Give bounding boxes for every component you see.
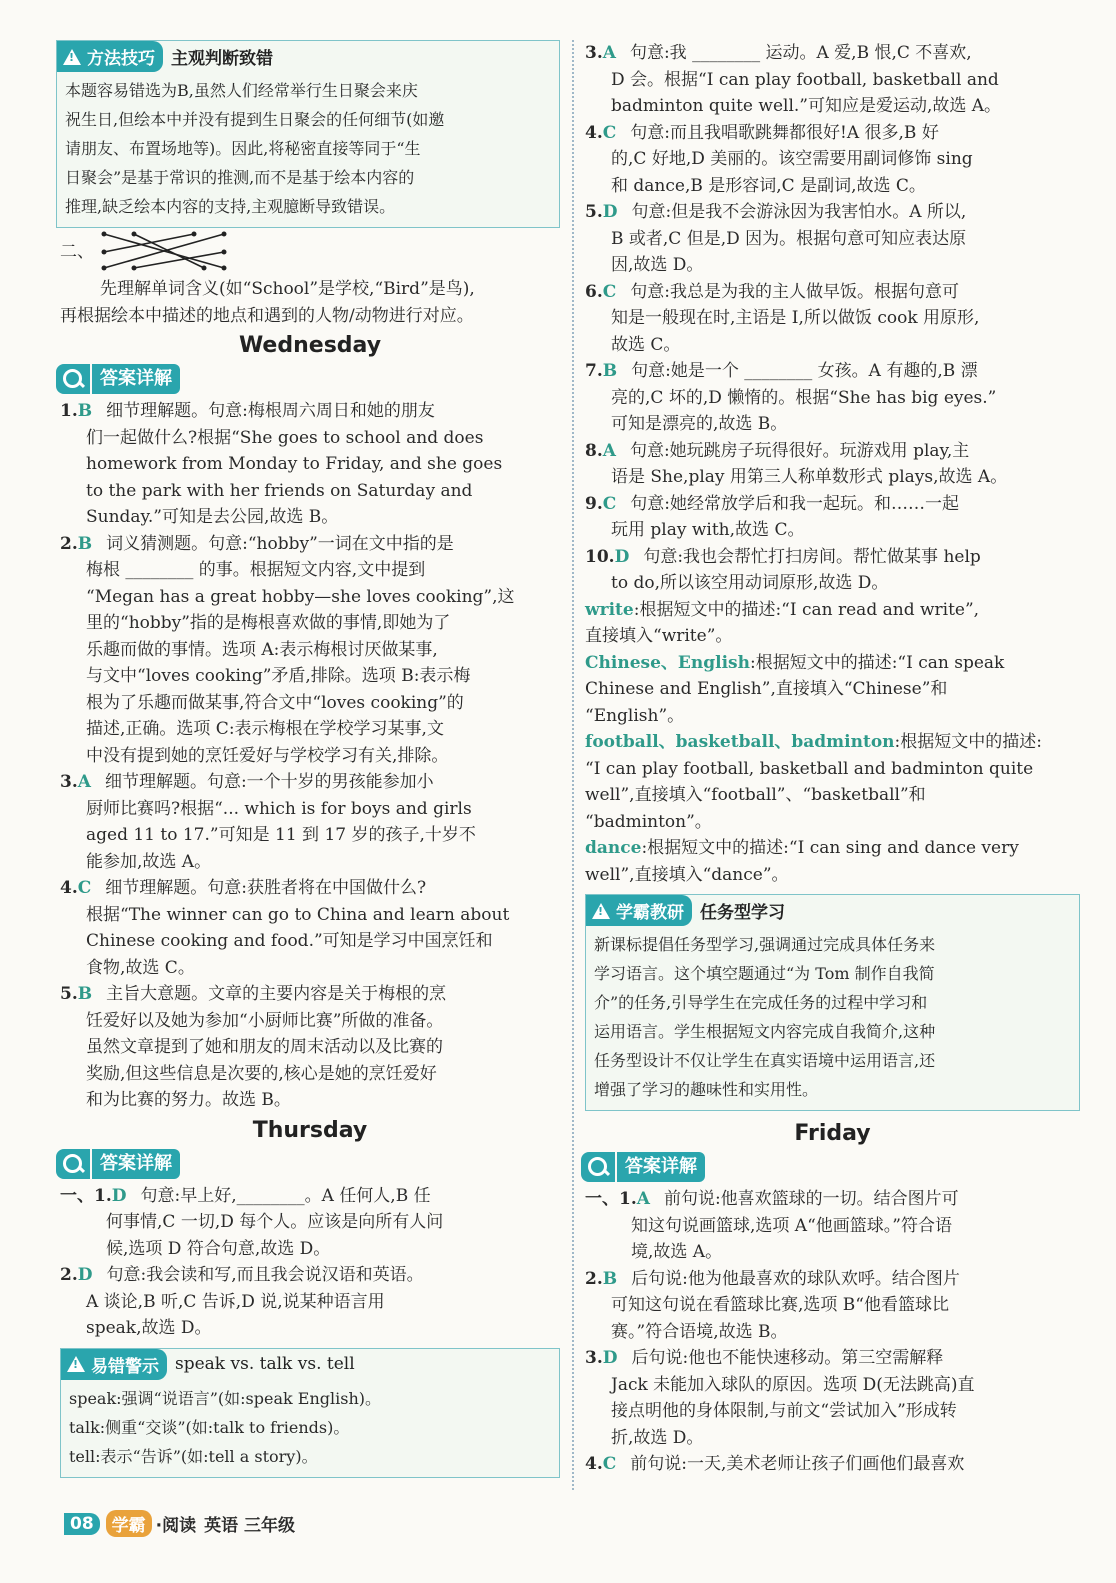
item-number: 8. <box>585 440 603 461</box>
fill-text: well”,直接填入“football”、“basketball”和 <box>585 785 926 805</box>
tip-line: 推理,缺乏绘本内容的支持,主观臆断导致错误。 <box>65 197 396 216</box>
answer-letter: D <box>111 1185 127 1206</box>
answer-text: 接点明他的身体限制,与前文“尝试加入”形成转 <box>611 1401 957 1421</box>
item-number: 一、1. <box>60 1185 112 1206</box>
answer-text: 们一起做什么?根据“She goes to school and does <box>86 427 484 448</box>
answer-letter: D <box>77 1265 93 1285</box>
answer-text: 描述,正确。选项 C:表示梅根在学校学习某事,文 <box>86 719 444 739</box>
answer-text: Jack 未能加入球队的原因。选项 D(无法跳高)直 <box>611 1374 975 1395</box>
fill-text: Chinese and English”,直接填入“Chinese”和 <box>585 679 948 699</box>
colon: : <box>749 652 756 673</box>
fill-keyword: football、basketball、badminton <box>585 732 895 752</box>
answer-letter: D <box>614 546 630 567</box>
answers-label: 答案详解 <box>617 1152 705 1182</box>
answer-line <box>585 1372 1080 1399</box>
answer-text: 根据“The winner can go to China and learn about <box>86 904 510 925</box>
answer-text: 主旨大意题。文章的主要内容是关于梅根的烹 <box>106 984 447 1004</box>
answer-text: 梅根 ________ 的事。根据短文内容,文中提到 <box>86 560 426 580</box>
answer-line <box>60 928 560 955</box>
fill-in-answers <box>585 597 1080 889</box>
answer-text: 后句说:他为他最喜欢的球队欢呼。结合图片 <box>631 1268 960 1289</box>
answer-text: 折,故选 D。 <box>611 1427 704 1448</box>
answer-text: 知是一般现在时,主语是 I,所以做饭 cook 用原形, <box>611 308 980 328</box>
item-number: 5. <box>585 202 603 222</box>
answer-letter: D <box>602 202 618 222</box>
day-heading-friday: Friday <box>794 1121 871 1146</box>
answer-text: 能参加,故选 A。 <box>86 851 212 872</box>
item-number: 5. <box>60 984 78 1004</box>
item-number: 9. <box>585 493 603 514</box>
answer-item <box>585 1266 1080 1293</box>
answer-text: badminton quite well.”可知应是爱运动,故选 A。 <box>611 96 1002 116</box>
answer-item <box>585 120 1080 147</box>
brand-badge: 学霸 <box>106 1510 152 1537</box>
answer-text: 后句说:他也不能快速移动。第三空需解释 <box>631 1348 944 1368</box>
answer-line <box>60 849 560 876</box>
answer-text: 句意:早上好,________。A 任何人,B 任 <box>140 1185 431 1206</box>
answers-label: 答案详解 <box>92 364 180 394</box>
answer-line <box>60 504 560 531</box>
answer-item <box>60 769 560 796</box>
fill-text: 根据短文中的描述:“I can speak <box>755 652 1005 673</box>
thursday-answers <box>60 1183 560 1342</box>
wednesday-answers <box>60 398 560 1114</box>
colon: : <box>641 838 648 858</box>
tip-label: 易错警示 <box>91 1356 159 1377</box>
answer-letter: C <box>602 1454 617 1474</box>
answer-line <box>60 610 560 637</box>
answer-text: 赛。”符合语境,故选 B。 <box>611 1321 788 1342</box>
answer-line <box>60 690 560 717</box>
item-number: 2. <box>60 1265 78 1285</box>
tip-label: 方法技巧 <box>87 49 155 69</box>
answer-text: 里的“hobby”指的是梅根喜欢做的事情,即她为了 <box>86 613 451 633</box>
answer-text: 细节理解题。句意:一个十岁的男孩能参加小 <box>104 772 434 792</box>
item-number: 4. <box>585 122 603 143</box>
answer-letter: C <box>602 493 617 514</box>
answer-item <box>60 1262 560 1289</box>
answer-line <box>60 716 560 743</box>
fill-text: 根据短文中的描述: <box>900 732 1043 752</box>
answer-text: 和 dance,B 是形容词,C 是副词,故选 C。 <box>611 175 926 196</box>
answer-line <box>60 955 560 982</box>
answer-line <box>585 93 1080 120</box>
answer-letter: B <box>602 361 618 381</box>
answer-item <box>60 1183 560 1210</box>
tip-tag <box>61 1349 167 1380</box>
page-footer <box>64 1510 295 1537</box>
item-number: 4. <box>585 1454 603 1474</box>
answer-text: 前句说:一天,美术老师让孩子们画他们最喜欢 <box>630 1454 965 1474</box>
tip-title: 任务型学习 <box>700 903 785 923</box>
answer-item <box>585 438 1080 465</box>
answer-letter: B <box>77 401 93 421</box>
item-number: 10. <box>585 546 615 567</box>
item-number: 2. <box>60 533 78 554</box>
answer-item <box>585 1186 1080 1213</box>
colon: : <box>633 599 640 620</box>
tip-line: 祝生日,但绘本中并没有提到生日聚会的任何细节(如邀 <box>65 110 445 129</box>
tip-box-method <box>56 40 560 228</box>
colon: : <box>894 732 901 752</box>
answer-text: to the park with her friends on Saturday and <box>86 480 473 501</box>
answer-text: 奖励,但这些信息是次要的,核心是她的烹饪爱好 <box>86 1063 437 1084</box>
answer-text: 根为了乐趣而做某事,符合文中“loves cooking”的 <box>86 692 464 713</box>
answer-line <box>60 1034 560 1061</box>
answer-item <box>585 279 1080 306</box>
answers-label: 答案详解 <box>92 1149 180 1179</box>
answer-text: Sunday.”可知是去公园,故选 B。 <box>86 507 339 527</box>
answer-item <box>60 875 560 902</box>
answer-line <box>585 385 1080 412</box>
answer-text: to do,所以该空用动词原形,故选 D。 <box>611 573 889 593</box>
wednesday-answers-continued <box>585 40 1080 597</box>
answer-line <box>60 822 560 849</box>
tip-line: tell:表示“告诉”(如:tell a story)。 <box>69 1446 318 1466</box>
answer-text: speak,故选 D。 <box>86 1318 212 1338</box>
tip-line: 日聚会”是基于常识的推测,而不是基于绘本内容的 <box>65 168 415 187</box>
magnifier-icon <box>56 364 90 394</box>
fill-text: 根据短文中的描述:“I can sing and dance very <box>647 838 1019 858</box>
answer-line <box>60 902 560 929</box>
answer-text: 句意:但是我不会游泳因为我害怕水。A 所以, <box>631 202 967 222</box>
answer-text: 饪爱好以及她为参加“小厨师比赛”所做的准备。 <box>86 1010 444 1031</box>
magnifier-icon <box>581 1152 615 1182</box>
fill-keyword: dance <box>585 838 642 858</box>
answer-text: 语是 She,play 用第三人称单数形式 plays,故选 A。 <box>611 467 1008 487</box>
tip-box-mistake <box>60 1348 560 1478</box>
answer-letter: C <box>77 878 92 898</box>
answer-text: 句意:而且我唱歌跳舞都很好!A 很多,B 好 <box>630 122 939 143</box>
answer-text: 和为比赛的努力。故选 B。 <box>86 1090 291 1110</box>
fill-line <box>585 676 1080 703</box>
answer-text: 可知是漂亮的,故选 B。 <box>611 414 788 434</box>
tip-line: 介”的任务,引导学生在完成任务的过程中学习和 <box>594 993 928 1012</box>
answer-item <box>60 398 560 425</box>
answer-text: “Megan has a great hobby—she loves cooking”,这 <box>86 586 515 607</box>
answer-line <box>585 173 1080 200</box>
answer-letter: C <box>602 281 617 302</box>
answer-line <box>585 1398 1080 1425</box>
answer-line <box>60 743 560 770</box>
answer-text: 前句说:他喜欢篮球的一切。结合图片可 <box>663 1189 959 1209</box>
answer-text: aged 11 to 17.”可知是 11 到 17 岁的孩子,十岁不 <box>86 825 476 845</box>
answer-text: 虽然文章提到了她和朋友的周末活动以及比赛的 <box>86 1037 443 1057</box>
tip-line: speak:强调“说语言”(如:speak English)。 <box>69 1388 382 1408</box>
warning-icon <box>592 903 610 919</box>
answer-text: 何事情,C 一切,D 每个人。应该是向所有人问 <box>106 1212 444 1232</box>
answer-line <box>60 1087 560 1114</box>
tip-tag <box>586 895 692 926</box>
answer-item <box>585 358 1080 385</box>
answer-text: 细节理解题。句意:梅根周六周日和她的朋友 <box>106 401 435 421</box>
answer-text: B 或者,C 但是,D 因为。根据句意可知应表达原 <box>611 228 967 249</box>
answer-text: 境,故选 A。 <box>631 1242 723 1262</box>
answer-text: 句意:她经常放学后和我一起玩。和……一起 <box>630 493 960 514</box>
answer-line <box>585 67 1080 94</box>
answer-line <box>60 425 560 452</box>
answer-text: 厨师比赛吗?根据“... which is for boys and girls <box>86 798 472 819</box>
answer-text: 句意:我 ________ 运动。A 爱,B 恨,C 不喜欢, <box>629 43 972 63</box>
fill-line <box>585 862 1080 889</box>
tip-label: 学霸教研 <box>616 903 684 923</box>
answer-letter: A <box>602 43 616 63</box>
answer-text: 词义猜测题。句意:“hobby”一词在文中指的是 <box>106 533 454 554</box>
tip-line: 请朋友、布置场地等)。因此,将秘密直接等同于“生 <box>65 139 421 158</box>
answer-item <box>585 1451 1080 1478</box>
fill-keyword: write <box>585 599 634 620</box>
fill-text: “badminton”。 <box>585 811 712 832</box>
tip-line: 增强了学习的趣味性和实用性。 <box>594 1080 819 1099</box>
fill-item <box>585 729 1080 756</box>
answer-line <box>585 464 1080 491</box>
answer-line <box>60 478 560 505</box>
answer-text: homework from Monday to Friday, and she goes <box>86 454 503 474</box>
answer-item <box>585 1345 1080 1372</box>
day-heading-thursday: Thursday <box>252 1117 368 1143</box>
answer-line <box>585 305 1080 332</box>
answer-letter: B <box>602 1268 618 1289</box>
tip-line: talk:侧重“交谈”(如:talk to friends)。 <box>69 1417 350 1437</box>
answer-line <box>60 584 560 611</box>
fill-item <box>585 835 1080 862</box>
answer-line <box>585 1425 1080 1452</box>
answer-line <box>585 146 1080 173</box>
answer-text: 因,故选 D。 <box>611 255 704 275</box>
answer-line <box>60 1236 560 1263</box>
answer-text: 句意:我会读和写,而且我会说汉语和英语。 <box>106 1265 424 1285</box>
day-heading-wednesday: Wednesday <box>238 333 382 358</box>
answers-header <box>56 364 560 394</box>
fill-line <box>585 782 1080 809</box>
answer-text: 的,C 好地,D 美丽的。该空需要用副词修饰 sing <box>611 149 973 169</box>
answers-header <box>581 1152 1080 1182</box>
tip-line: 本题容易错选为B,虽然人们经常举行生日聚会来庆 <box>65 81 418 100</box>
answer-line <box>60 451 560 478</box>
answer-text: 知这句说画篮球,选项 A“他画篮球。”符合语 <box>631 1215 952 1236</box>
answer-line <box>60 796 560 823</box>
tip-line: 学习语言。这个填空题通过“为 Tom 制作自我简 <box>594 964 935 983</box>
matching-lines-diagram <box>94 228 244 276</box>
tip-line: 运用语言。学生根据短文内容完成自我简介,这种 <box>594 1022 936 1041</box>
item-number: 1. <box>60 401 78 421</box>
tip-tag <box>57 41 163 72</box>
right-column <box>585 40 1080 1478</box>
warning-icon <box>63 49 81 65</box>
answer-line <box>585 517 1080 544</box>
answer-line <box>585 570 1080 597</box>
answer-line <box>60 1289 560 1316</box>
item-number: 3. <box>60 772 78 792</box>
answer-line <box>60 663 560 690</box>
answer-line <box>60 1209 560 1236</box>
friday-answers <box>585 1186 1080 1478</box>
answer-line <box>585 1239 1080 1266</box>
series-name: ·阅读 <box>155 1516 197 1536</box>
answer-text: 句意:我总是为我的主人做早饭。根据句意可 <box>630 281 960 302</box>
fill-line <box>585 756 1080 783</box>
tip-line: 任务型设计不仅让学生在真实语境中运用语言,还 <box>594 1051 936 1070</box>
item-number: 一、1. <box>585 1189 637 1209</box>
intro-line: 再根据绘本中描述的地点和遇到的人物/动物进行对应。 <box>60 305 474 326</box>
answer-line <box>585 411 1080 438</box>
answer-text: 句意:她玩跳房子玩得很好。玩游戏用 play,主 <box>629 440 970 461</box>
answer-letter: C <box>602 122 617 143</box>
fill-line <box>585 809 1080 836</box>
column-divider <box>572 40 574 1490</box>
item-number: 4. <box>60 878 78 898</box>
fill-text: well”,直接填入“dance”。 <box>585 864 789 885</box>
fill-item <box>585 597 1080 624</box>
subject-grade: 英语 三年级 <box>204 1516 296 1536</box>
answer-line <box>585 226 1080 253</box>
tip-title: 主观判断致错 <box>171 49 273 69</box>
section-number: 二、 <box>60 241 94 262</box>
tip-title: speak vs. talk vs. tell <box>175 1354 355 1374</box>
answer-line <box>60 1008 560 1035</box>
fill-line <box>585 623 1080 650</box>
answer-letter: B <box>77 984 93 1004</box>
answer-text: A 谈论,B 听,C 告诉,D 说,说某种语言用 <box>86 1291 385 1312</box>
item-number: 6. <box>585 281 603 302</box>
answers-header <box>56 1149 560 1179</box>
item-number: 3. <box>585 1348 603 1368</box>
answer-text: Chinese cooking and food.”可知是学习中国烹饪和 <box>86 931 493 951</box>
item-number: 2. <box>585 1268 603 1289</box>
answer-text: 句意:她是一个 ________ 女孩。A 有趣的,B 漂 <box>631 361 978 381</box>
answer-text: 乐趣而做的事情。选项 A:表示梅根讨厌做某事, <box>86 639 438 660</box>
fill-text: 直接填入“write”。 <box>585 626 733 646</box>
answer-line <box>585 1213 1080 1240</box>
fill-keyword: Chinese、English <box>585 652 750 673</box>
answer-line <box>585 1319 1080 1346</box>
fill-text: “English”。 <box>585 705 685 726</box>
answer-text: 细节理解题。句意:获胜者将在中国做什么? <box>105 878 427 898</box>
fill-text: 根据短文中的描述:“I can read and write”, <box>639 599 980 620</box>
answer-item <box>585 491 1080 518</box>
answer-text: 句意:我也会帮忙打扫房间。帮忙做某事 help <box>643 546 981 567</box>
answer-item <box>585 40 1080 67</box>
answer-text: 故选 C。 <box>611 334 681 355</box>
answer-item <box>585 544 1080 571</box>
item-number: 3. <box>585 43 603 63</box>
answer-item <box>60 981 560 1008</box>
answer-line <box>585 252 1080 279</box>
answer-letter: A <box>77 772 91 792</box>
matching-answer <box>60 228 560 276</box>
tip-box-research <box>585 894 1080 1111</box>
answer-text: 与文中“loves cooking”矛盾,排除。选项 B:表示梅 <box>86 666 471 686</box>
answer-letter: A <box>602 440 616 461</box>
answer-line <box>60 637 560 664</box>
answer-text: 亮的,C 坏的,D 懒惰的。根据“She has big eyes.” <box>611 387 997 408</box>
intro-line: 先理解单词含义(如“School”是学校,“Bird”是鸟), <box>100 279 475 299</box>
answer-line <box>60 1315 560 1342</box>
answer-line <box>585 1292 1080 1319</box>
answer-text: 中没有提到她的烹饪爱好与学校学习有关,排除。 <box>86 745 449 766</box>
tip-line: 新课标提倡任务型学习,强调通过完成具体任务来 <box>594 935 936 954</box>
answer-line <box>60 557 560 584</box>
fill-line <box>585 703 1080 730</box>
answer-text: 玩用 play with,故选 C。 <box>611 520 805 540</box>
warning-icon <box>67 1356 85 1372</box>
answer-line <box>60 1061 560 1088</box>
magnifier-icon <box>56 1149 90 1179</box>
answer-letter: A <box>636 1189 650 1209</box>
answer-text: 食物,故选 C。 <box>86 957 195 978</box>
answer-text: D 会。根据“I can play football, basketball and <box>611 69 999 90</box>
answer-letter: D <box>602 1348 618 1368</box>
answer-item <box>60 531 560 558</box>
page-number: 08 <box>64 1513 100 1535</box>
answer-line <box>585 332 1080 359</box>
left-column <box>60 40 560 1478</box>
answer-text: 可知这句说在看篮球比赛,选项 B“他看篮球比 <box>611 1295 949 1315</box>
answer-letter: B <box>77 533 93 554</box>
fill-text: “I can play football, basketball and badminton quite <box>585 758 1034 779</box>
answer-item <box>585 199 1080 226</box>
answer-text: 候,选项 D 符合句意,故选 D。 <box>106 1238 331 1259</box>
item-number: 7. <box>585 361 603 381</box>
fill-item <box>585 650 1080 677</box>
